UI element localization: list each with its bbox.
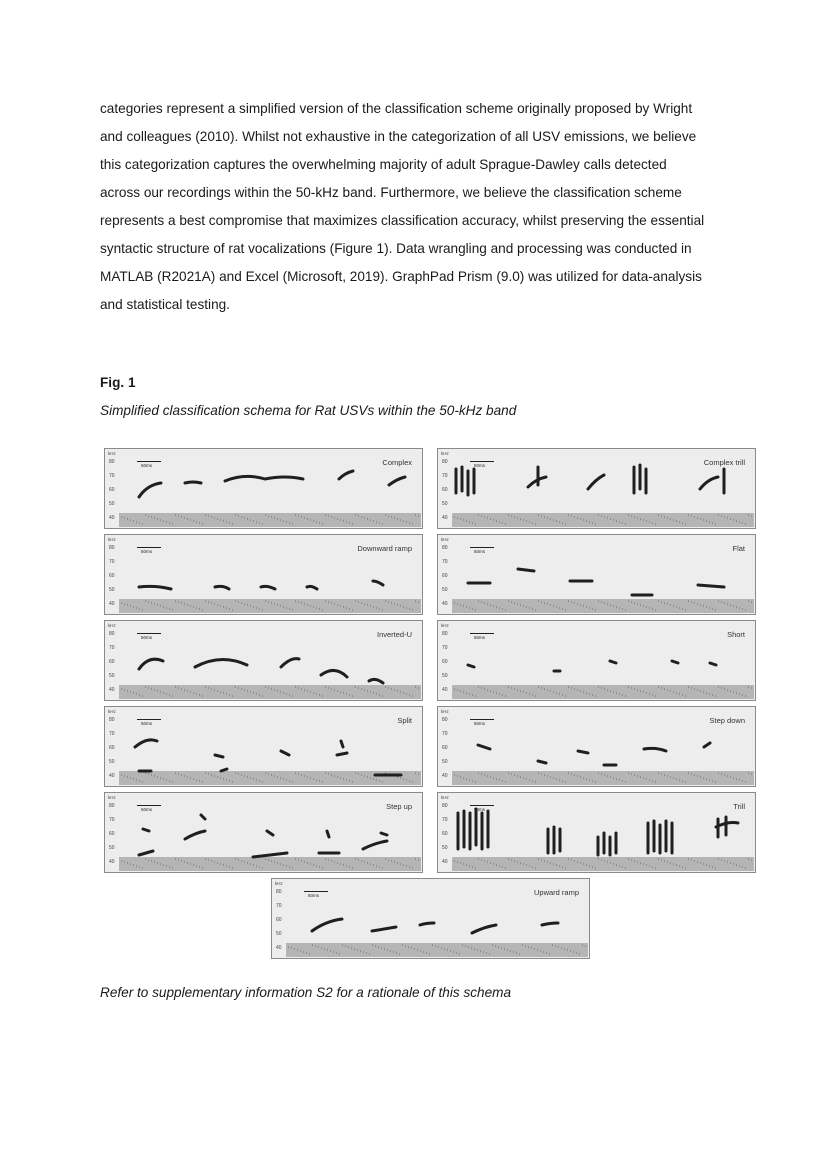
spectrogram-panel <box>104 534 423 615</box>
y-tick-label: 40 <box>276 945 282 951</box>
y-tick-label: 60 <box>109 831 115 837</box>
call-contour <box>185 482 201 483</box>
paragraph-line: and statistical testing. <box>100 297 230 312</box>
y-tick-label: 50 <box>109 845 115 851</box>
call-contour <box>195 659 247 667</box>
call-contour <box>634 465 646 493</box>
call-contour <box>225 476 303 481</box>
y-tick-label: 80 <box>442 545 448 551</box>
y-tick-label: 80 <box>109 545 115 551</box>
y-tick-label: 60 <box>442 659 448 665</box>
panel-label: Downward ramp <box>357 544 412 553</box>
scale-bar-label: 50ms <box>474 635 486 640</box>
noise-band <box>119 599 421 613</box>
call-contour <box>139 483 161 497</box>
figure-caption: Simplified classification schema for Rat USVs within the 50-kHz band <box>100 403 517 418</box>
y-tick-label: 50 <box>442 501 448 507</box>
panel-label: Short <box>727 630 745 639</box>
scale-bar <box>137 633 161 634</box>
spectrogram-panel <box>437 706 756 787</box>
scale-bar <box>470 805 494 806</box>
y-tick-label: 40 <box>442 773 448 779</box>
y-tick-label: 60 <box>109 573 115 579</box>
spectrogram-panel <box>104 448 423 529</box>
call-contour <box>261 586 275 589</box>
y-tick-label: 80 <box>109 717 115 723</box>
scale-bar <box>304 891 328 892</box>
y-tick-label: 70 <box>109 645 115 651</box>
scale-bar-label: 50ms <box>141 807 153 812</box>
call-contour <box>716 817 738 837</box>
scale-bar-label: 50ms <box>141 463 153 468</box>
scale-bar-label: 50ms <box>141 549 153 554</box>
y-tick-label: 40 <box>109 859 115 865</box>
call-contour <box>215 586 229 589</box>
call-contour <box>588 475 604 489</box>
y-tick-label: 40 <box>442 515 448 521</box>
panel-label: Step up <box>386 802 412 811</box>
paragraph-line: and colleagues (2010). Whilst not exhaustive in the categorization of all USV emissions, we believe <box>100 129 697 144</box>
call-contour <box>321 670 347 677</box>
call-contour <box>648 821 672 853</box>
spectrogram-panel <box>271 878 590 959</box>
spectrogram-panel <box>437 620 756 701</box>
axis-unit: kHz <box>108 451 116 456</box>
figure-label: Fig. 1 <box>100 375 136 390</box>
noise-band <box>119 685 421 699</box>
scale-bar-label: 50ms <box>474 549 486 554</box>
axis-unit: kHz <box>441 709 449 714</box>
axis-unit: kHz <box>108 537 116 542</box>
y-tick-label: 70 <box>109 817 115 823</box>
y-tick-label: 80 <box>442 717 448 723</box>
axis-unit: kHz <box>108 795 116 800</box>
scale-bar <box>470 461 494 462</box>
call-contour <box>458 809 488 849</box>
call-contour <box>339 471 353 479</box>
panel-label: Upward ramp <box>533 888 579 897</box>
call-contour <box>468 665 474 667</box>
panel-label: Flat <box>732 544 745 553</box>
spectrogram-panel <box>104 620 423 701</box>
y-tick-label: 50 <box>442 845 448 851</box>
noise-band <box>286 943 588 957</box>
y-tick-label: 60 <box>442 745 448 751</box>
call-contour <box>478 745 490 749</box>
noise-band <box>119 771 421 785</box>
y-tick-label: 70 <box>442 731 448 737</box>
call-contour <box>518 569 534 571</box>
call-contour <box>215 755 227 771</box>
paragraph-line: MATLAB (R2021A) and Excel (Microsoft, 2019). GraphPad Prism (9.0) was utilized for data-analysis <box>100 269 702 284</box>
call-contour <box>281 659 299 667</box>
call-contour <box>139 586 171 589</box>
scale-bar <box>137 547 161 548</box>
paragraph-line: this categorization captures the overwhelming majority of adult Sprague-Dawley calls detected <box>100 157 667 172</box>
scale-bar <box>137 719 161 720</box>
scale-bar <box>137 805 161 806</box>
call-contour <box>710 663 716 665</box>
noise-band <box>452 513 754 527</box>
y-tick-label: 50 <box>109 673 115 679</box>
noise-band <box>452 599 754 613</box>
call-contour <box>253 831 287 857</box>
y-tick-label: 50 <box>109 501 115 507</box>
panel-label: Complex <box>382 458 412 467</box>
y-tick-label: 50 <box>442 587 448 593</box>
call-contour <box>185 815 205 839</box>
call-contour <box>389 477 405 485</box>
noise-band <box>452 685 754 699</box>
panel-label: Step down <box>709 716 745 725</box>
panel-label: Split <box>397 716 412 725</box>
call-contour <box>528 467 546 487</box>
call-contour <box>598 833 616 855</box>
call-contour <box>281 751 289 755</box>
call-contour <box>538 761 546 763</box>
paragraph-line: syntactic structure of rat vocalizations (Figure 1). Data wrangling and processing was conducted in <box>100 241 692 256</box>
y-tick-label: 70 <box>109 559 115 565</box>
y-tick-label: 40 <box>109 515 115 521</box>
y-tick-label: 60 <box>109 659 115 665</box>
call-contour <box>363 833 387 849</box>
call-contour <box>337 741 347 755</box>
y-tick-label: 80 <box>109 459 115 465</box>
y-tick-label: 70 <box>442 559 448 565</box>
y-tick-label: 80 <box>442 803 448 809</box>
figure-note: Refer to supplementary information S2 for a rationale of this schema <box>100 985 512 1000</box>
call-contour <box>610 661 616 663</box>
call-contour <box>369 679 383 683</box>
panel-label: Complex trill <box>703 458 745 467</box>
scale-bar-label: 50ms <box>141 721 153 726</box>
noise-band <box>452 857 754 871</box>
y-tick-label: 60 <box>109 487 115 493</box>
scale-bar <box>470 719 494 720</box>
y-tick-label: 40 <box>442 687 448 693</box>
noise-band <box>119 513 421 527</box>
y-tick-label: 80 <box>109 803 115 809</box>
y-tick-label: 50 <box>109 587 115 593</box>
scale-bar-label: 50ms <box>474 463 486 468</box>
y-tick-label: 40 <box>442 601 448 607</box>
call-contour <box>139 659 163 669</box>
scale-bar-label: 50ms <box>141 635 153 640</box>
y-tick-label: 80 <box>109 631 115 637</box>
axis-unit: kHz <box>441 795 449 800</box>
call-contour <box>139 829 153 855</box>
spectrogram-panel <box>437 534 756 615</box>
call-contour <box>456 467 474 495</box>
y-tick-label: 60 <box>442 487 448 493</box>
call-contour <box>698 585 724 587</box>
y-tick-label: 70 <box>442 473 448 479</box>
y-tick-label: 70 <box>442 645 448 651</box>
spectrogram-panel <box>104 792 423 873</box>
axis-unit: kHz <box>108 709 116 714</box>
y-tick-label: 40 <box>109 601 115 607</box>
y-tick-label: 50 <box>442 759 448 765</box>
y-tick-label: 70 <box>276 903 282 909</box>
axis-unit: kHz <box>275 881 283 886</box>
spectrogram-panel <box>437 792 756 873</box>
y-tick-label: 50 <box>109 759 115 765</box>
call-contour <box>135 740 157 771</box>
call-contour <box>672 661 678 663</box>
y-tick-label: 80 <box>276 889 282 895</box>
paragraph-line: represents a best compromise that maximizes classification accuracy, whilst preserving the essential <box>100 213 705 228</box>
y-tick-label: 40 <box>109 687 115 693</box>
y-tick-label: 40 <box>109 773 115 779</box>
scale-bar-label: 50ms <box>308 893 320 898</box>
panel-label: Inverted-U <box>376 630 412 639</box>
call-contour <box>644 748 666 751</box>
y-tick-label: 70 <box>109 731 115 737</box>
axis-unit: kHz <box>441 537 449 542</box>
spectrogram-panel <box>437 448 756 529</box>
scale-bar <box>470 633 494 634</box>
axis-unit: kHz <box>441 623 449 628</box>
call-contour <box>578 751 616 765</box>
call-contour <box>700 469 724 493</box>
call-contour <box>319 831 339 853</box>
y-tick-label: 60 <box>442 831 448 837</box>
call-contour <box>704 743 710 747</box>
paragraph-line: categories represent a simplified version of the classification scheme originally proposed by Wright <box>100 101 693 116</box>
body-paragraph <box>100 99 740 323</box>
call-contour <box>307 586 317 589</box>
axis-unit: kHz <box>441 451 449 456</box>
noise-band <box>452 771 754 785</box>
scale-bar-label: 50ms <box>474 721 486 726</box>
call-contour <box>372 927 396 931</box>
y-tick-label: 80 <box>442 631 448 637</box>
scale-bar <box>137 461 161 462</box>
spectrogram-panel <box>104 706 423 787</box>
scale-bar-label: 50ms <box>474 807 486 812</box>
y-tick-label: 50 <box>276 931 282 937</box>
y-tick-label: 80 <box>442 459 448 465</box>
noise-band <box>119 857 421 871</box>
y-tick-label: 60 <box>442 573 448 579</box>
y-tick-label: 50 <box>442 673 448 679</box>
paragraph-line: across our recordings within the 50-kHz band. Furthermore, we believe the classification scheme <box>100 185 682 200</box>
axis-unit: kHz <box>108 623 116 628</box>
call-contour <box>373 581 383 585</box>
scale-bar <box>470 547 494 548</box>
call-contour <box>420 923 434 925</box>
call-contour <box>548 827 560 853</box>
y-tick-label: 40 <box>442 859 448 865</box>
y-tick-label: 70 <box>109 473 115 479</box>
y-tick-label: 60 <box>276 917 282 923</box>
call-contour <box>542 923 558 925</box>
call-contour <box>312 919 342 931</box>
y-tick-label: 70 <box>442 817 448 823</box>
panel-label: Trill <box>733 802 745 811</box>
call-contour <box>472 925 496 933</box>
y-tick-label: 60 <box>109 745 115 751</box>
